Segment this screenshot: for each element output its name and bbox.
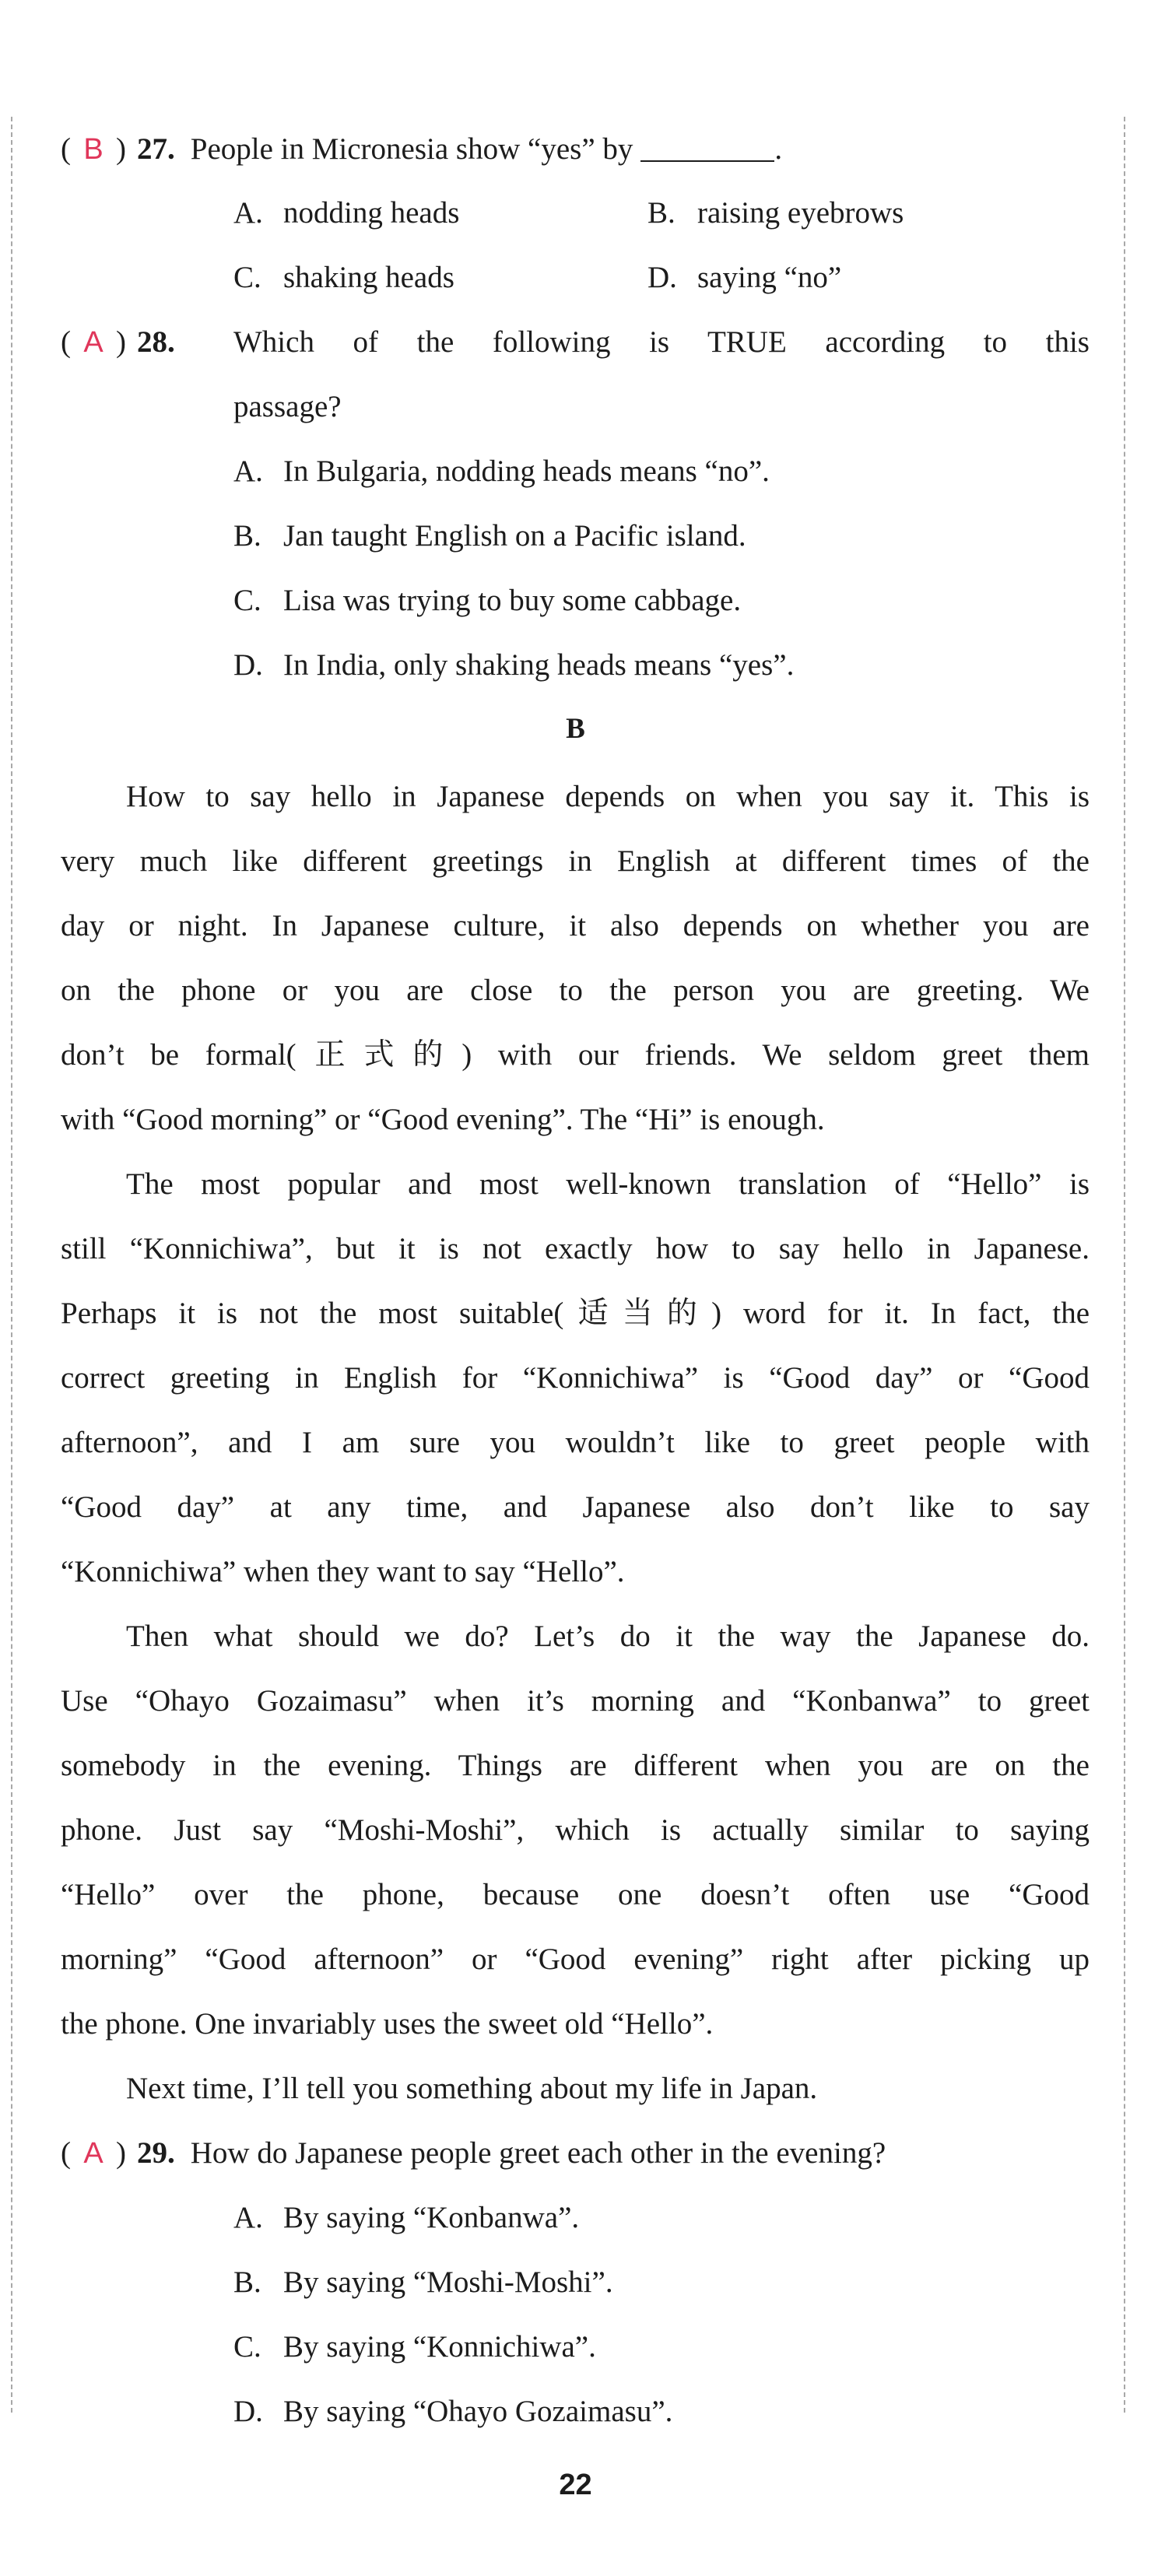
passage-line: The most popular and most well-known translation of “Hello” is [126,1167,1090,1201]
passage-line: still “Konnichiwa”, but it is not exactly how to say hello in Japanese. [61,1232,1090,1265]
page-number: 22 [559,2469,592,2501]
right-dashed-margin-line [1124,117,1125,2413]
passage-line: “Good day” at any time, and Japanese also don’t like to say [61,1490,1090,1524]
option-27-d: D. saying “no” [647,261,842,294]
answer-27: B [83,133,104,166]
answer-28: A [83,326,104,359]
passage-line: the phone. One invariably uses the sweet old “Hello”. [61,2007,714,2041]
option-27-a: A. nodding heads [233,196,460,230]
left-dashed-margin-line [11,117,12,2413]
passage-line: very much like different greetings in English at different times of the [61,844,1090,878]
option-28-a: A. In Bulgaria, nodding heads means “no”. [233,454,770,488]
option-29-a: A. By saying “Konbanwa”. [233,2201,580,2234]
question-27-stem: People in Micronesia show “yes” by [190,132,633,166]
passage-line: Use “Ohayo Gozaimasu” when it’s morning and “Konbanwa” to greet [61,1684,1090,1718]
question-29: ( A ) 29. How do Japanese people greet each other in the evening? [61,2135,886,2172]
option-28-b: B. Jan taught English on a Pacific island. [233,519,746,553]
question-28: ( A ) 28. [61,324,191,361]
option-27-c: C. shaking heads [233,261,454,294]
option-27-b: B. raising eyebrows [647,196,904,230]
option-29-b: B. By saying “Moshi-Moshi”. [233,2265,613,2299]
passage-line: Then what should we do? Let’s do it the way the Japanese do. [126,1620,1090,1653]
passage-line: phone. Just say “Moshi-Moshi”, which is actually similar to saying [61,1813,1090,1847]
question-27: ( B ) 27. People in Micronesia show “yes” by . [61,131,782,168]
question-number-29: 29. [137,2136,175,2170]
answer-blank [640,134,774,162]
passage-line: How to say hello in Japanese depends on when you say it. This is [126,780,1090,813]
question-28-stem-line-2: passage? [233,390,342,423]
option-28-d: D. In India, only shaking heads means “yes”. [233,648,795,682]
question-number-27: 27. [137,132,175,166]
passage-line: don’t be formal(正式的) with our friends. We seldom greet them [61,1038,1090,1072]
section-title: B [566,713,585,745]
passage-line: “Hello” over the phone, because one doesn’t often use “Good [61,1878,1090,1911]
passage-line: with “Good morning” or “Good evening”. The “Hi” is enough. [61,1103,825,1136]
question-28-stem-line-1: Which of the following is TRUE according to this [233,325,1090,359]
answer-29: A [83,2137,104,2170]
option-29-d: D. By saying “Ohayo Gozaimasu”. [233,2395,673,2428]
passage-line: somebody in the evening. Things are different when you are on the [61,1749,1090,1782]
passage-line: correct greeting in English for “Konnichiwa” is “Good day” or “Good [61,1361,1090,1395]
passage-line: day or night. In Japanese culture, it also depends on whether you are [61,909,1090,942]
passage-line: on the phone or you are close to the person you are greeting. We [61,974,1090,1007]
question-29-stem: How do Japanese people greet each other in the evening? [190,2136,886,2170]
option-29-c: C. By saying “Konnichiwa”. [233,2330,596,2364]
passage-line: Next time, I’ll tell you something about my life in Japan. [126,2072,818,2105]
passage-line: Perhaps it is not the most suitable(适当的) word for it. In fact, the [61,1297,1090,1330]
passage-line: morning” “Good afternoon” or “Good evening” right after picking up [61,1943,1090,1976]
passage-line: afternoon”, and I am sure you wouldn’t like to greet people with [61,1426,1090,1459]
question-number-28: 28. [137,325,175,359]
passage-line: “Konnichiwa” when they want to say “Hello”. [61,1555,625,1588]
option-28-c: C. Lisa was trying to buy some cabbage. [233,584,742,617]
